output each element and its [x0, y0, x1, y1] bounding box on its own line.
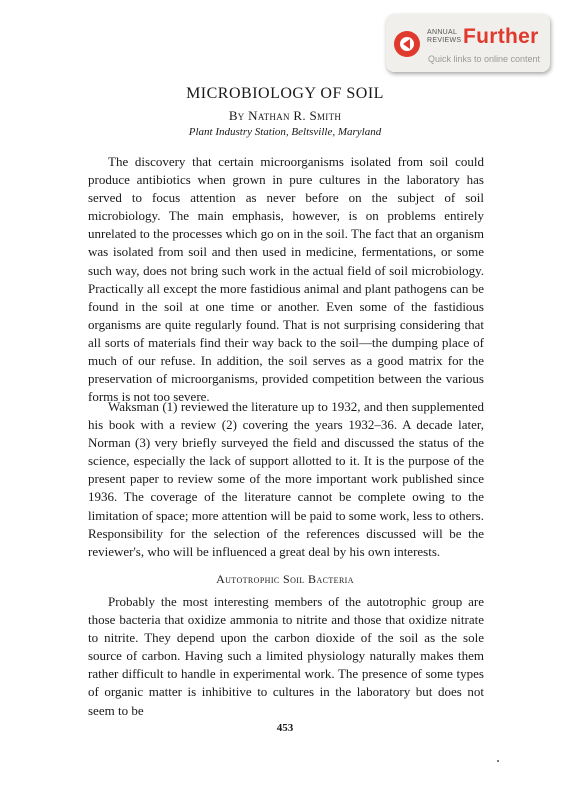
brand-line-1: ANNUAL [427, 29, 458, 36]
article-affiliation: Plant Industry Station, Beltsville, Maryland [188, 126, 382, 138]
body-block-intro [88, 153, 484, 406]
paragraph-2: Waksman (1) reviewed the literature up to 1932, and then supplemented his book with a review (2) covering the years 1932–36. A decade later, Norman (3) very briefly surveyed the field and discussed the status of the science, especially the lack of support allotted to it. It is the purpose of the present paper to review some of the more important work published since 1936. The coverage of the literature cannot be complete owing to the limitation of space; more attention will be paid to some work, less to others. Responsibility for the selection of the references discussed will be the reviewer's, who will be influenced a great deal by his own interests. [88, 399, 484, 559]
paragraph-1: The discovery that certain microorganisms isolated from soil could produce antibiotics when grown in pure cultures in the laboratory has served to focus attention as never before on the subject of soil microbiology. The main emphasis, however, is on problems entirely unrelated to the processes which go on in the soil. The fact that an organism was isolated from soil and then used in medicine, fermentations, or some such way, does not bring such work in the actual field of soil microbiology. Practically all except the more fastidious animal and plant pathogens can be found in the soil at one time or another. Even some of the fastidious organisms are quite regularly found. That is not surprising considering that all sorts of materials find their way back to the soil—the dumping place of much of our refuse. In addition, the soil serves as a good matrix for the preservation of microorganisms, provided competition between the various forms is not too severe. [88, 154, 484, 405]
further-label: Further [463, 25, 539, 48]
brand-line-2: REVIEWS [427, 37, 462, 44]
further-tagline[interactable]: Quick links to online content [428, 54, 541, 64]
article-title: MICROBIOLOGY OF SOIL [186, 85, 384, 102]
body-block-review [88, 398, 484, 561]
annual-reviews-brand [427, 29, 461, 45]
annual-reviews-further-banner[interactable] [386, 14, 550, 72]
section-heading: Autotrophic Soil Bacteria [216, 572, 354, 586]
paragraph-3: Probably the most interesting members of the autotrophic group are those bacteria that oxidize ammonia to nitrite and those that oxidize nitrate to nitrite. They depend upon the carbon dioxide of the soil as the sole source of carbon. Having such a limited physiology naturally makes them rather difficult to handle in experimental work. The presence of some types of organic matter is inhibitive to cultures in the laboratory but does not seem to be [88, 594, 484, 718]
annual-reviews-play-icon [394, 31, 420, 57]
page-number: 453 [276, 722, 294, 734]
body-block-autotrophic [88, 593, 484, 720]
scan-mark [497, 760, 499, 762]
article-byline: By Nathan R. Smith [228, 108, 342, 123]
